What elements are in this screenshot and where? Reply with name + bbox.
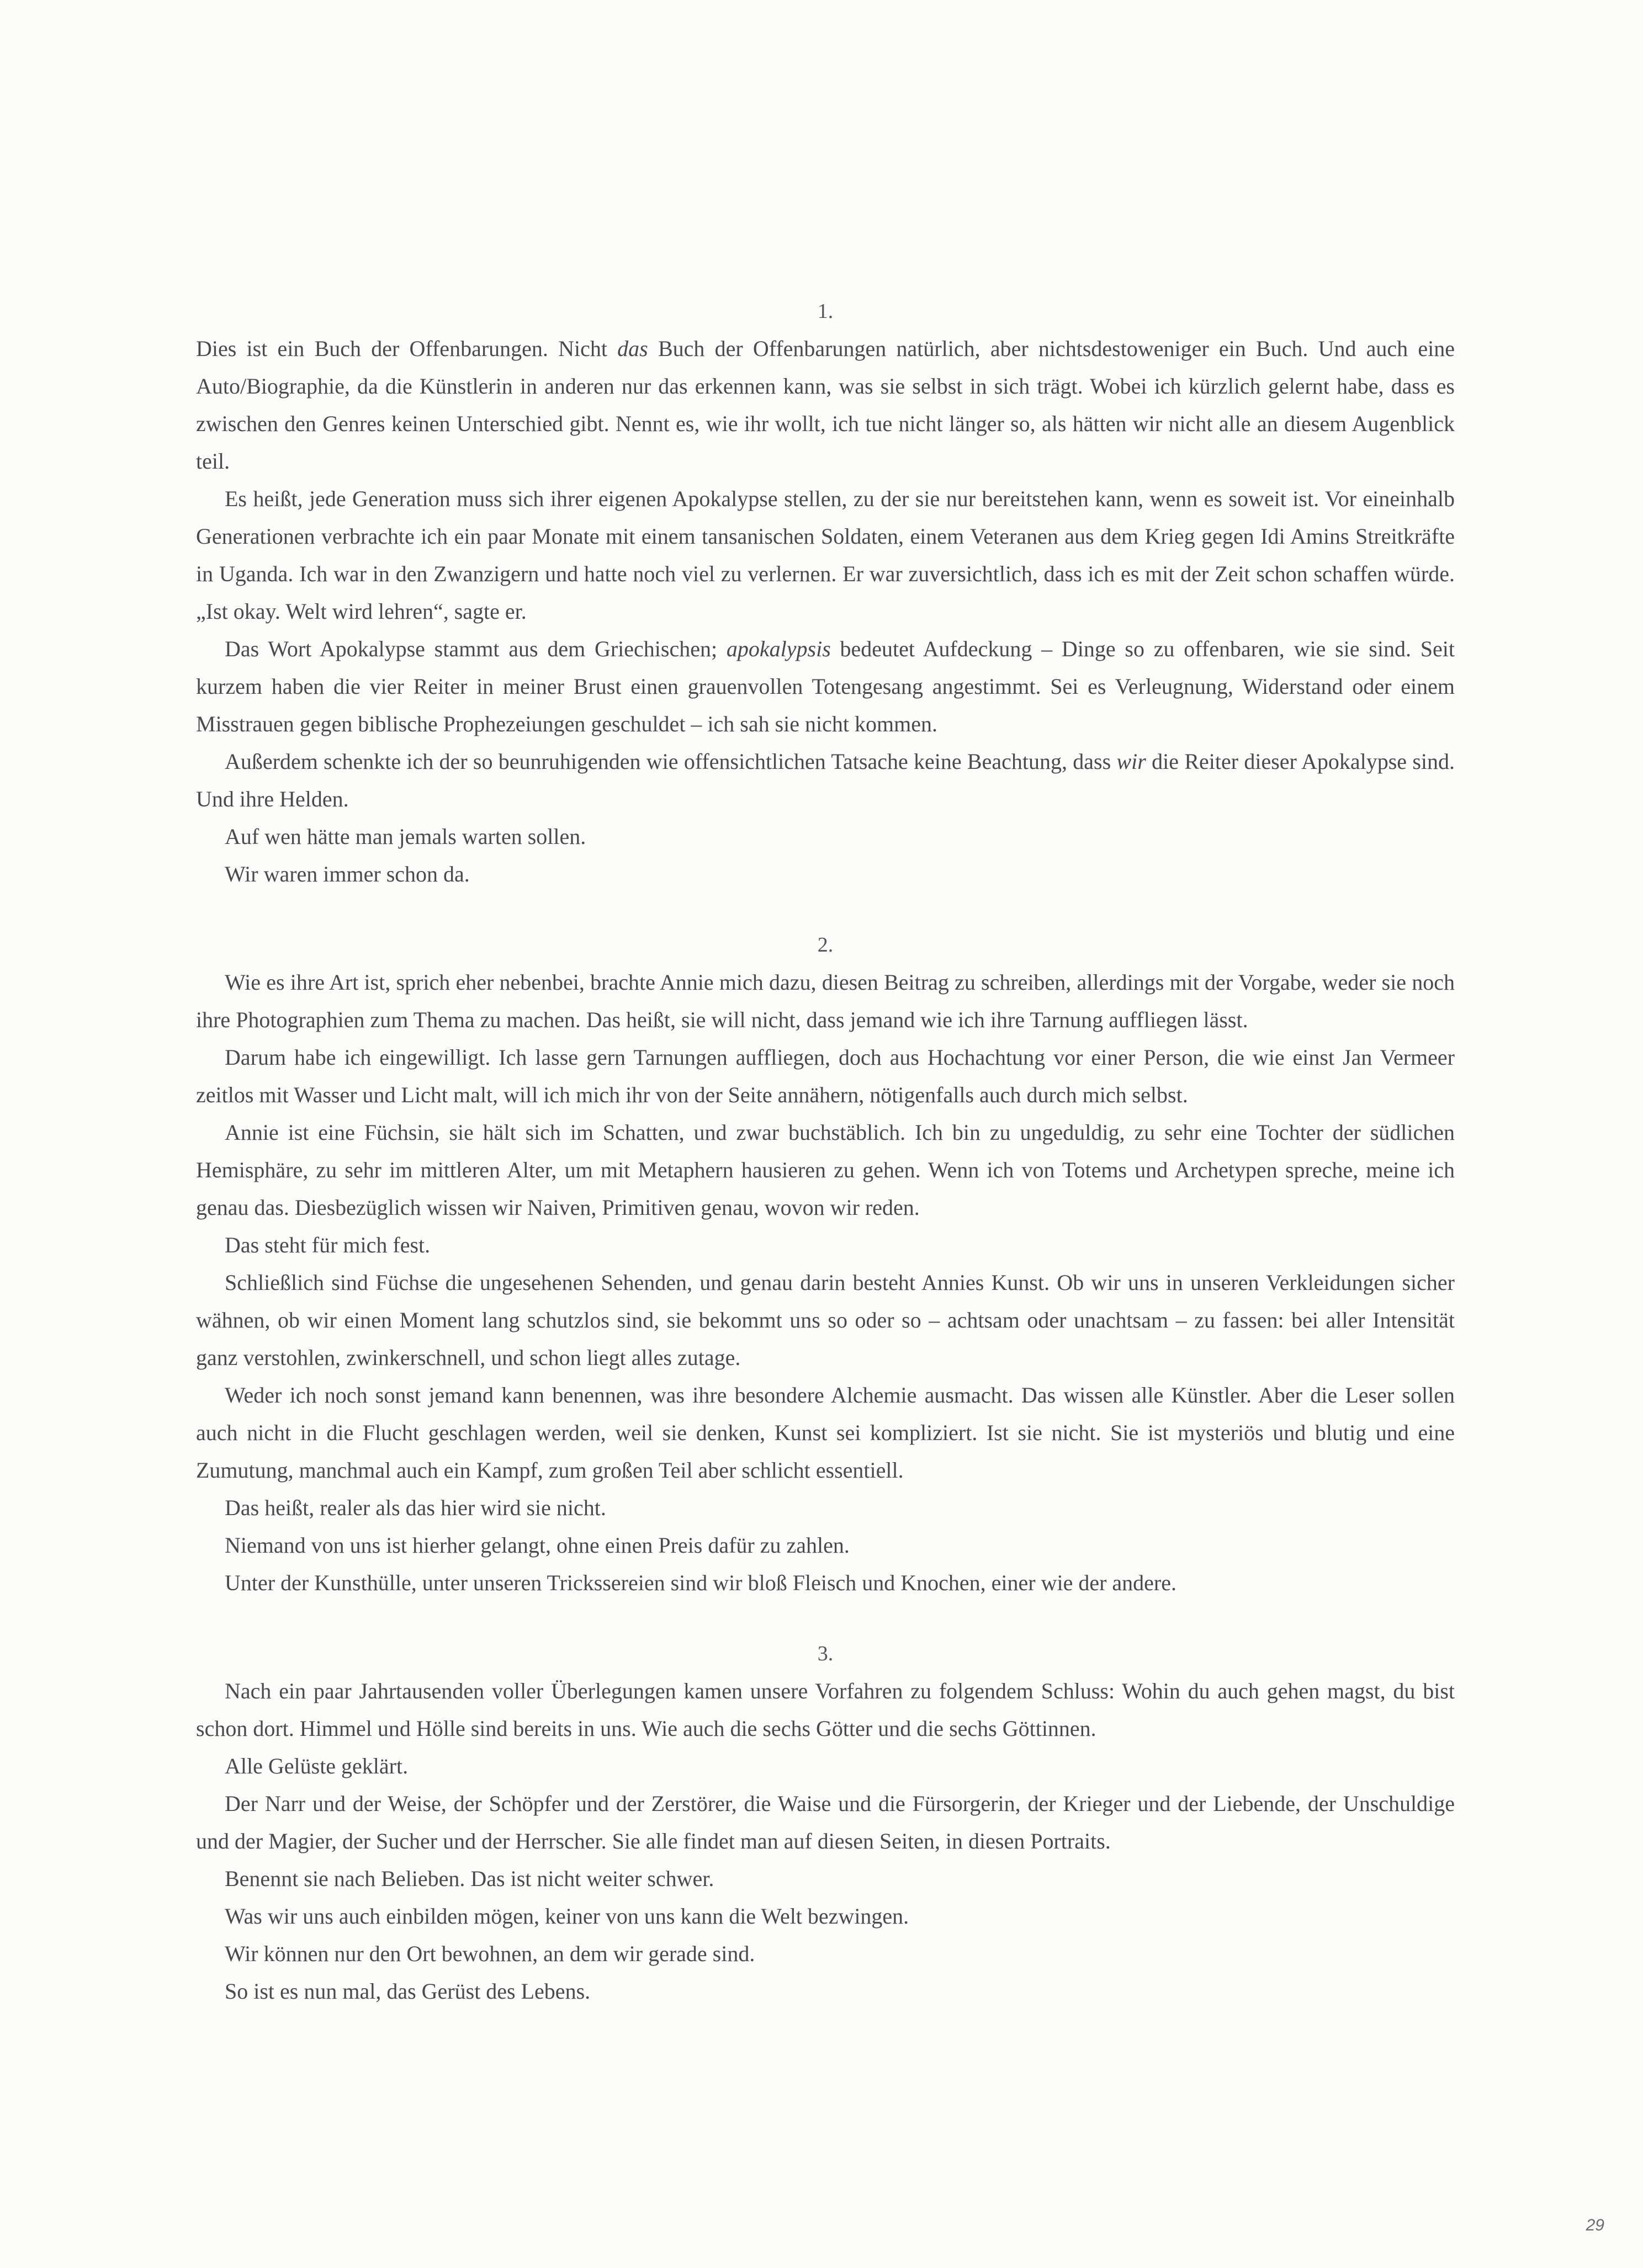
paragraph-text: Das Wort Apokalypse stammt aus dem Griechischen; xyxy=(225,636,727,661)
paragraph: Darum habe ich eingewilligt. Ich lasse gern Tarnungen auffliegen, doch aus Hochachtung vor einer Person, die wie einst Jan Vermeer zeitlos mit Wasser und Licht malt, will ich mich ihr von der Seite annähern, nötigenfalls auch durch mich selbst. xyxy=(196,1045,1455,1107)
paragraph: Auf wen hätte man jemals warten sollen. xyxy=(225,824,586,849)
paragraph: Was wir uns auch einbilden mögen, keiner von uns kann die Welt bezwingen. xyxy=(225,1904,909,1929)
paragraph: Benennt sie nach Belieben. Das ist nicht weiter schwer. xyxy=(225,1866,714,1891)
paragraph: Wie es ihre Art ist, sprich eher nebenbei, brachte Annie mich dazu, diesen Beitrag zu schreiben, allerdings mit der Vorgabe, weder sie noch ihre Photographien zum Thema zu machen. Das heißt, sie will nicht, dass jemand wie ich ihre Tarnung auffliegen lässt. xyxy=(196,970,1455,1032)
paragraph: Niemand von uns ist hierher gelangt, ohne einen Preis dafür zu zahlen. xyxy=(225,1533,850,1558)
paragraph: Nach ein paar Jahrtausenden voller Überlegungen kamen unsere Vorfahren zu folgendem Schluss: Wohin du auch gehen magst, du bist schon dort. Himmel und Hölle sind bereits in uns. Wie auch die sechs Götter und die sechs Göttinnen. xyxy=(196,1679,1455,1741)
page-number: 29 xyxy=(1586,2216,1604,2234)
section-number: 3. xyxy=(817,1642,834,1665)
paragraph: Wir waren immer schon da. xyxy=(225,862,470,886)
emphasis-text: das xyxy=(617,336,648,361)
paragraph-text: bedeutet Aufdeckung – Dinge so zu offenbaren, wie sie sind. Seit kurzem haben die vier Reiter in meiner Brust einen grauenvollen Totengesang angestimmt. Sei es Verleugnung, Widerstand oder einem Misstrauen gegen biblische Prophezeiungen geschuldet – ich sah sie nicht kommen. xyxy=(196,636,1455,736)
paragraph-text: die Reiter dieser Apokalypse sind. Und ihre Helden. xyxy=(196,749,1455,811)
paragraph: Der Narr und der Weise, der Schöpfer und der Zerstörer, die Waise und die Fürsorgerin, der Krieger und der Liebende, der Unschuldige und der Magier, der Sucher und der Herrscher. Sie alle findet man auf diesen Seiten, in diesen Portraits. xyxy=(196,1791,1455,1853)
paragraph xyxy=(196,330,1455,480)
paragraph-text: Dies ist ein Buch der Offenbarungen. Nicht xyxy=(196,336,618,361)
paragraph: Unter der Kunsthülle, unter unseren Trickssereien sind wir bloß Fleisch und Knochen, einer wie der andere. xyxy=(225,1570,1177,1595)
paragraph: Es heißt, jede Generation muss sich ihrer eigenen Apokalypse stellen, zu der sie nur bereitstehen kann, wenn es soweit ist. Vor eineinhalb Generationen verbrachte ich ein paar Monate mit einem tansanischen Soldaten, einem Veteranen aus dem Krieg gegen Idi Amins Streitkräfte in Uganda. Ich war in den Zwanzigern und hatte noch viel zu verlernen. Er war zuversichtlich, dass ich es mit der Zeit schon schaffen würde. „Ist okay. Welt wird lehren“, sagte er. xyxy=(196,486,1455,624)
paragraph: So ist es nun mal, das Gerüst des Lebens. xyxy=(225,1979,591,2004)
section-3 xyxy=(196,1635,1455,2010)
section-2 xyxy=(196,926,1455,1602)
paragraph: Alle Gelüste geklärt. xyxy=(225,1754,409,1778)
paragraph: Wir können nur den Ort bewohnen, an dem wir gerade sind. xyxy=(225,1941,755,1966)
paragraph-text: Buch der Offenbarungen natürlich, aber nichtsdestoweniger ein Buch. Und auch eine Auto/Biographie, da die Künstlerin in anderen nur das erkennen kann, was sie selbst in sich trägt. Wobei ich kürzlich gelernt habe, dass es zwischen den Genres keinen Unterschied gibt. Nennt es, wie ihr wollt, ich tue nicht länger so, als hätten wir nicht alle an diesem Augenblick teil. xyxy=(196,336,1455,474)
section-number: 2. xyxy=(817,933,834,957)
emphasis-text: apokalypsis xyxy=(726,636,831,661)
page-body xyxy=(196,293,1455,2043)
emphasis-text: wir xyxy=(1116,749,1146,774)
section-1 xyxy=(196,293,1455,893)
paragraph: Das steht für mich fest. xyxy=(225,1233,431,1257)
paragraph: Schließlich sind Füchse die ungesehenen Sehenden, und genau darin besteht Annies Kunst. Ob wir uns in unseren Verkleidungen sicher wähnen, ob wir einen Moment lang schutzlos sind, sie bekommt uns so oder so – achtsam oder unachtsam – zu fassen: bei aller Intensität ganz verstohlen, zwinkerschnell, und schon liegt alles zutage. xyxy=(196,1270,1455,1370)
section-number: 1. xyxy=(817,300,834,323)
paragraph-text: Außerdem schenkte ich der so beunruhigenden wie offensichtlichen Tatsache keine Beachtung, dass xyxy=(225,749,1117,774)
paragraph: Das heißt, realer als das hier wird sie nicht. xyxy=(225,1495,606,1520)
paragraph xyxy=(196,630,1455,743)
paragraph: Weder ich noch sonst jemand kann benennen, was ihre besondere Alchemie ausmacht. Das wissen alle Künstler. Aber die Leser sollen auch nicht in die Flucht geschlagen werden, weil sie denken, Kunst sei kompliziert. Ist sie nicht. Sie ist mysteriös und blutig und eine Zumutung, manchmal auch ein Kampf, zum großen Teil aber schlicht essentiell. xyxy=(196,1383,1455,1483)
paragraph: Annie ist eine Füchsin, sie hält sich im Schatten, und zwar buchstäblich. Ich bin zu ungeduldig, zu sehr eine Tochter der südlichen Hemisphäre, zu sehr im mittleren Alter, um mit Metaphern hausieren zu gehen. Wenn ich von Totems und Archetypen spreche, meine ich genau das. Diesbezüglich wissen wir Naiven, Primitiven genau, wovon wir reden. xyxy=(196,1120,1455,1220)
paragraph xyxy=(196,743,1455,818)
